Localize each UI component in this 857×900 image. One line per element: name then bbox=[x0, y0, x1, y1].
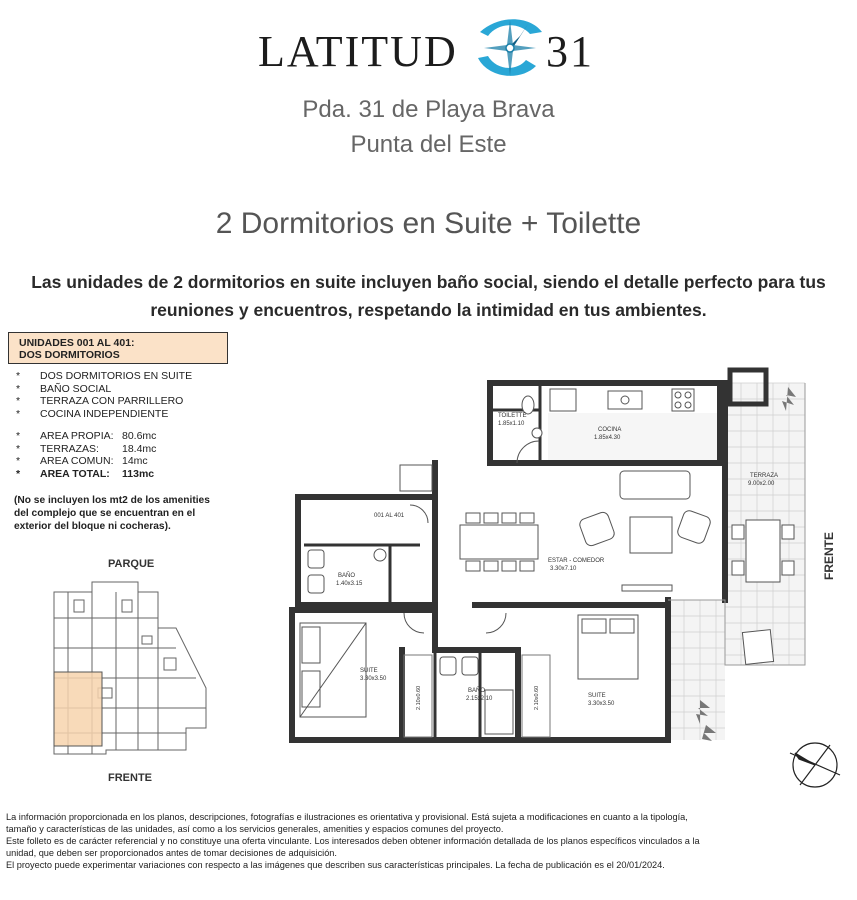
feature-item: * BAÑO SOCIAL bbox=[16, 382, 112, 395]
label-suite-2: SUITE bbox=[588, 693, 606, 699]
site-plan-top-label: PARQUE bbox=[108, 558, 155, 570]
size-suite-2: 3.30x3.50 bbox=[588, 701, 615, 707]
site-plan-diagram bbox=[46, 578, 212, 766]
unit-info-header bbox=[8, 332, 228, 364]
lead-line-2: reuniones y encuentros, respetando la intimidad en tus ambientes. bbox=[150, 300, 707, 320]
front-label: FRENTE bbox=[822, 532, 836, 580]
label-terraza: TERRAZA bbox=[750, 473, 779, 479]
label-toilette: TOILETTE bbox=[498, 413, 527, 419]
brand-name-right: 31 bbox=[546, 27, 594, 76]
label-estar-comedor: ESTAR - COMEDOR bbox=[548, 558, 605, 564]
label-bano-social: BAÑO bbox=[338, 573, 356, 579]
area-row: * TERRAZAS: 18.4mc bbox=[16, 442, 157, 455]
size-bano-social: 1.40x3.15 bbox=[336, 581, 363, 587]
brand-name-left: LATITUD bbox=[258, 27, 458, 76]
site-plan-bottom-label: FRENTE bbox=[108, 772, 152, 784]
disclaimer-line: La información proporcionada en los planos, descripciones, fotografías e ilustraciones es orientativa y provisional. Está sujeta a modificaciones en cuanto a la tipología, bbox=[6, 812, 688, 822]
compass-logo-icon bbox=[470, 12, 550, 84]
unit-type: DOS DORMITORIOS bbox=[19, 349, 120, 361]
suite-2-bed bbox=[578, 615, 638, 679]
label-bano-suite: BAÑO bbox=[468, 688, 486, 694]
disclaimer bbox=[6, 811, 851, 871]
feature-item: * TERRAZA CON PARRILLERO bbox=[16, 395, 184, 407]
address-line-2: Punta del Este bbox=[350, 131, 507, 158]
floor-plan bbox=[280, 365, 850, 805]
area-total-row: * AREA TOTAL: 113mc bbox=[16, 467, 155, 480]
disclaimer-line: El proyecto puede experimentar variaciones con respecto a las imágenes que describen sus características principales. La fecha de publicación es el 20/01/2024. bbox=[6, 860, 665, 870]
unit-range: UNIDADES 001 AL 401: bbox=[19, 337, 135, 349]
disclaimer-line: tamaño y características de las unidades, así como a los servicios generales, amenities y espacios comunes del proyecto. bbox=[6, 824, 504, 834]
size-cocina: 1.85x4.30 bbox=[594, 435, 621, 441]
brand-logo bbox=[258, 12, 598, 84]
size-terraza: 9.00x2.00 bbox=[748, 481, 775, 487]
unit-number-label: 001 AL 401 bbox=[374, 513, 405, 519]
area-row: * AREA PROPIA: 80.6mc bbox=[16, 430, 157, 442]
kitchen-fixtures bbox=[550, 389, 694, 411]
size-estar-comedor: 3.30x7.10 bbox=[550, 566, 577, 572]
size-toilette: 1.85x1.10 bbox=[498, 421, 525, 427]
lead-line-1: Las unidades de 2 dormitorios en suite incluyen baño social, siendo el detalle perfecto para tus bbox=[31, 272, 826, 292]
page-title: 2 Dormitorios en Suite + Toilette bbox=[215, 207, 642, 240]
disclaimer-line: Este folleto es de carácter referencial y no constituye una oferta vinculante. Los interesados deben obtener información detallada de los planos específicos vinculados a la bbox=[6, 836, 700, 846]
size-bano-suite: 2.15x2.10 bbox=[466, 696, 493, 702]
lead-paragraph bbox=[20, 268, 837, 324]
label-cocina: COCINA bbox=[598, 427, 622, 433]
area-row: * AREA COMUN: 14mc bbox=[16, 455, 148, 467]
closet-1-size: 2.10x0.60 bbox=[416, 685, 422, 710]
living-furniture bbox=[400, 465, 712, 591]
suite-1-bed bbox=[300, 623, 366, 717]
unit-highlight bbox=[54, 672, 102, 746]
label-suite-1: SUITE bbox=[360, 668, 378, 674]
area-note: (No se incluyen los mt2 de los amenities del complejo que se encuentran en el exterior del bloque ni cocheras). bbox=[14, 495, 210, 532]
address-line-1: Pda. 31 de Playa Brava bbox=[302, 96, 555, 123]
disclaimer-line: unidad, que deben ser proporcionados antes de tomar decisiones de adquisición. bbox=[6, 848, 337, 858]
closet-2-size: 2.10x0.60 bbox=[534, 685, 540, 710]
north-arrow-icon bbox=[790, 743, 840, 787]
feature-item: * DOS DORMITORIOS EN SUITE bbox=[16, 370, 193, 382]
kitchen-floor bbox=[548, 413, 718, 461]
feature-item: * COCINA INDEPENDIENTE bbox=[16, 407, 169, 420]
unit-features-list bbox=[16, 370, 236, 480]
size-suite-1: 3.30x3.50 bbox=[360, 676, 387, 682]
